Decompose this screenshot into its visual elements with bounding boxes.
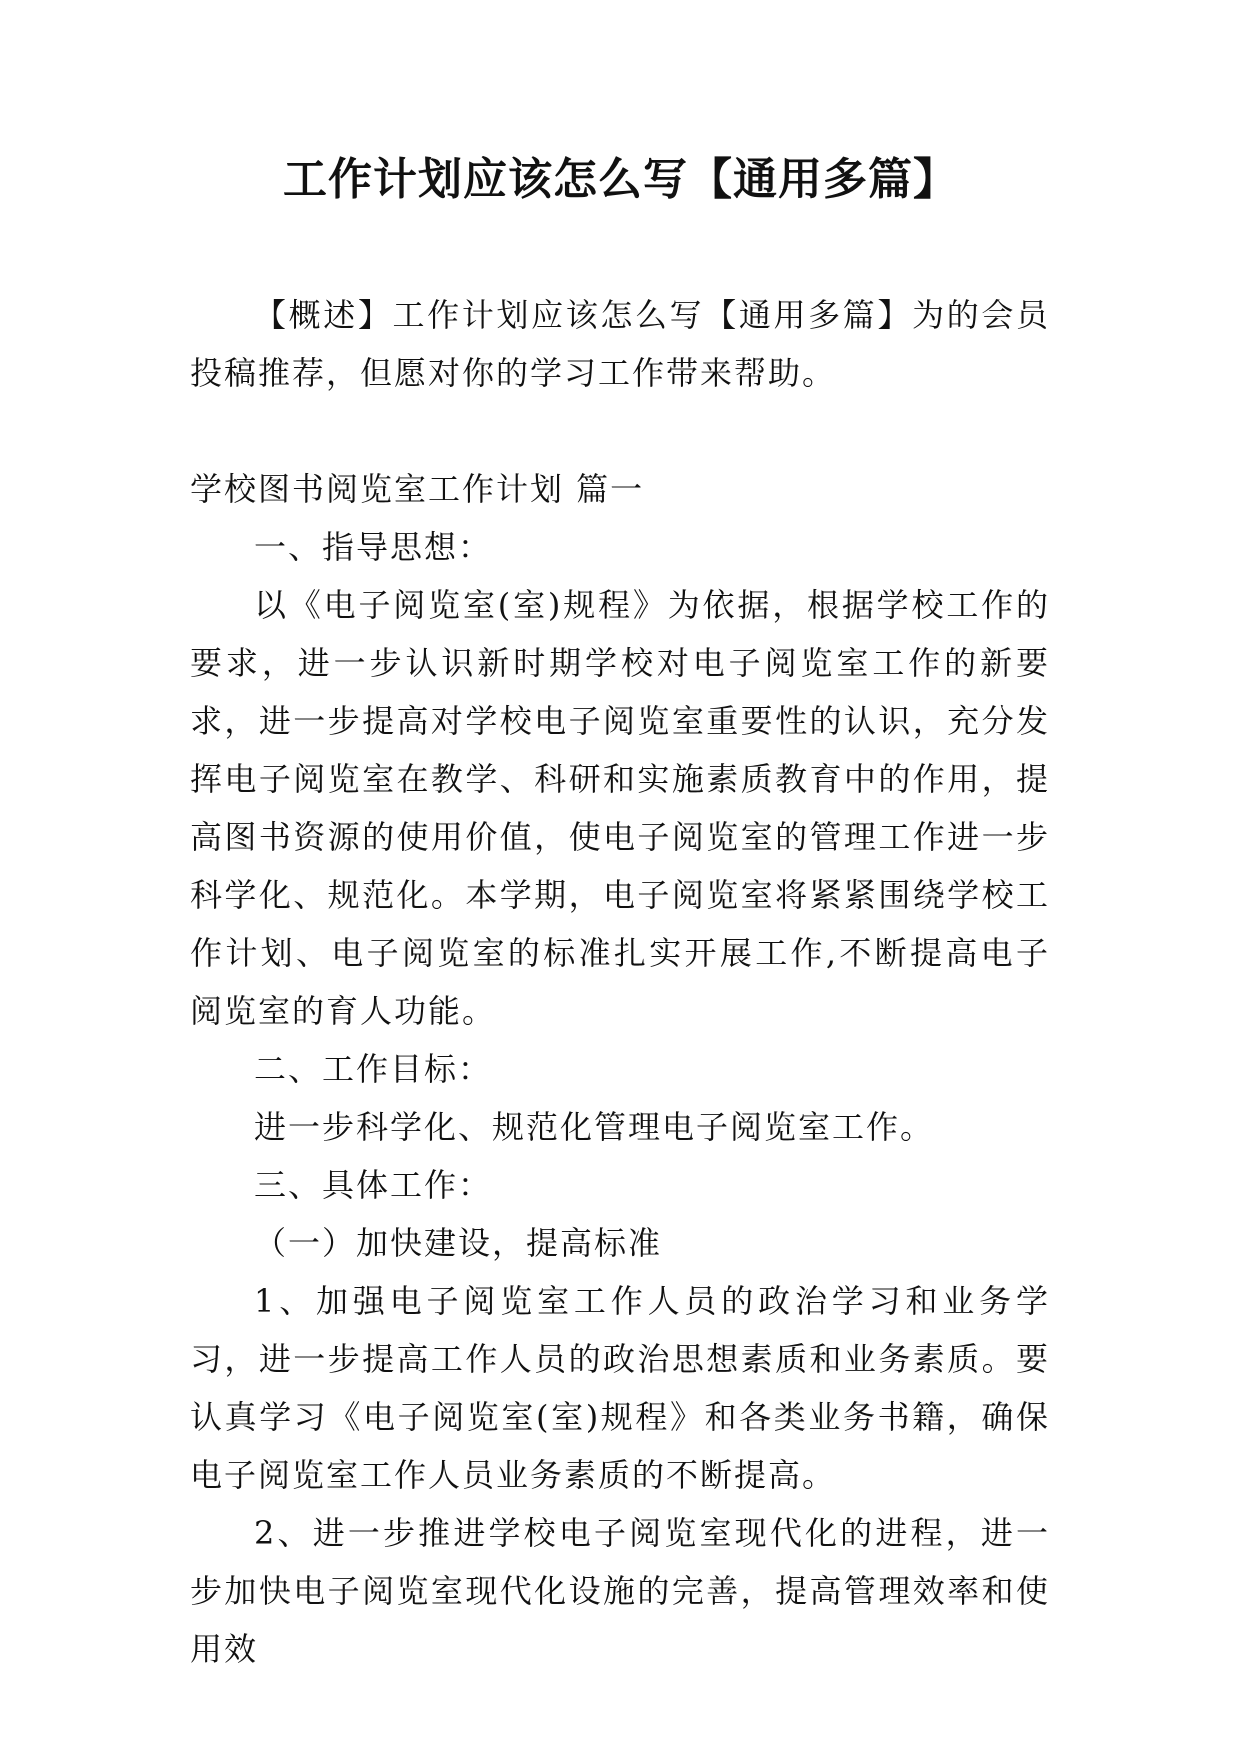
subheading-speed-up-construction: （一）加快建设，提高标准 bbox=[254, 1224, 663, 1262]
document-title: 工作计划应该怎么写【通用多篇】 bbox=[283, 154, 958, 205]
paragraph-item-2: 2、进一步推进学校电子阅览室现代化的进程，进一步加快电子阅览室现代化设施的完善，提高管理效率和使用效 bbox=[190, 1514, 1050, 1668]
heading-guiding-ideology: 一、指导思想： bbox=[254, 528, 493, 566]
summary-paragraph: 【概述】工作计划应该怎么写【通用多篇】为的会员投稿推荐，但愿对你的学习工作带来帮助。 bbox=[190, 296, 1050, 392]
document-body bbox=[190, 286, 1050, 1678]
paragraph-work-goals: 进一步科学化、规范化管理电子阅览室工作。 bbox=[254, 1108, 935, 1146]
heading-specific-work: 三、具体工作： bbox=[254, 1166, 493, 1204]
section-heading: 学校图书阅览室工作计划 篇一 bbox=[190, 470, 645, 508]
paragraph-item-1: 1、加强电子阅览室工作人员的政治学习和业务学习，进一步提高工作人员的政治思想素质和业务素质。要认真学习《电子阅览室(室)规程》和各类业务书籍，确保电子阅览室工作人员业务素质的不断提高。 bbox=[190, 1282, 1050, 1494]
paragraph-guiding-ideology: 以《电子阅览室(室)规程》为依据，根据学校工作的要求，进一步认识新时期学校对电子阅览室工作的新要求，进一步提高对学校电子阅览室重要性的认识，充分发挥电子阅览室在教学、科研和实施素质教育中的作用，提高图书资源的使用价值，使电子阅览室的管理工作进一步科学化、规范化。本学期，电子阅览室将紧紧围绕学校工作计划、电子阅览室的标准扎实开展工作,不断提高电子阅览室的育人功能。 bbox=[190, 586, 1050, 1030]
heading-work-goals: 二、工作目标： bbox=[254, 1050, 493, 1088]
